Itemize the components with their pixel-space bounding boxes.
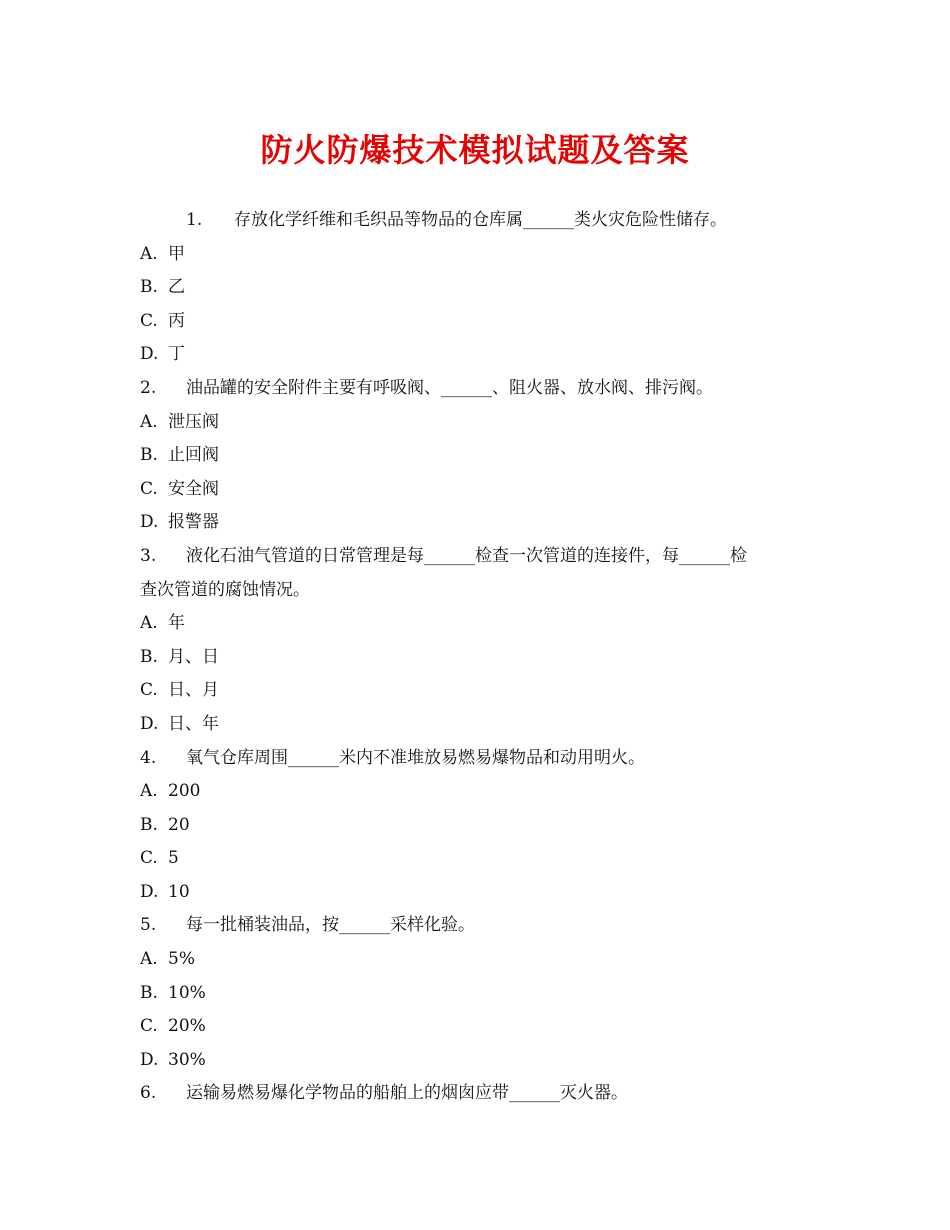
- option-letter: A.: [140, 949, 158, 970]
- option-letter: B.: [140, 814, 158, 835]
- option-text: 乙: [168, 277, 185, 298]
- question-2: [140, 372, 820, 406]
- option-text: 5%: [168, 949, 195, 970]
- option-text: 10%: [168, 982, 206, 1003]
- option-letter: D.: [140, 713, 159, 734]
- option-text: 200: [168, 781, 201, 802]
- option-letter: C.: [140, 848, 158, 869]
- option-b: [140, 809, 820, 843]
- option-a: [140, 406, 820, 440]
- option-text: 5: [168, 848, 179, 869]
- option-b: [140, 439, 820, 473]
- option-text: 丁: [168, 344, 185, 365]
- option-d: [140, 876, 820, 910]
- question-text: 液化石油气管道的日常管理是每______检查一次管道的连接件，每______检: [186, 545, 747, 566]
- option-d: [140, 1044, 820, 1078]
- option-b: [140, 641, 820, 675]
- option-c: [140, 842, 820, 876]
- question-text: 氧气仓库周围______米内不准堆放易燃易爆物品和动用明火。: [186, 747, 645, 768]
- question-number: 2.: [140, 377, 157, 398]
- option-letter: A.: [140, 781, 158, 802]
- option-letter: D.: [140, 512, 159, 533]
- option-text: 日、年: [168, 713, 219, 734]
- question-text: 存放化学纤维和毛织品等物品的仓库属______类火灾危险性储存。: [234, 210, 727, 230]
- question-text: 运输易燃易爆化学物品的船舶上的烟囱应带______灭火器。: [186, 1083, 628, 1104]
- option-letter: B.: [140, 982, 158, 1003]
- option-a: [140, 775, 820, 809]
- option-a: [140, 943, 820, 977]
- option-letter: D.: [140, 344, 159, 365]
- option-letter: A.: [140, 613, 158, 634]
- option-letter: D.: [140, 1049, 159, 1070]
- option-letter: C.: [140, 310, 158, 331]
- option-b: [140, 977, 820, 1011]
- option-letter: C.: [140, 680, 158, 701]
- question-list: [140, 204, 820, 1111]
- option-a: [140, 607, 820, 641]
- question-number: 3.: [140, 545, 157, 566]
- option-letter: B.: [140, 445, 158, 466]
- option-c: [140, 473, 820, 507]
- option-d: [140, 338, 820, 372]
- question-4: [140, 742, 820, 776]
- option-text: 丙: [168, 310, 185, 331]
- option-text: 20: [168, 814, 190, 835]
- question-text: 油品罐的安全附件主要有呼吸阀、______、阻火器、放水阀、排污阀。: [186, 377, 713, 398]
- option-d: [140, 708, 820, 742]
- option-text: 20%: [168, 1016, 206, 1037]
- option-text: 月、日: [168, 646, 219, 667]
- option-text: 安全阀: [168, 478, 219, 499]
- option-c: [140, 305, 820, 339]
- option-b: [140, 271, 820, 305]
- option-letter: A.: [140, 411, 158, 432]
- question-1: [140, 204, 820, 238]
- option-letter: A.: [140, 243, 158, 264]
- option-letter: B.: [140, 277, 158, 298]
- question-3: [140, 540, 820, 574]
- option-letter: B.: [140, 646, 158, 667]
- question-3-continued: 查次管道的腐蚀情况。: [140, 579, 310, 600]
- option-text: 报警器: [168, 512, 219, 533]
- question-text: 每一批桶装油品，按______采样化验。: [186, 915, 475, 936]
- option-c: [140, 1010, 820, 1044]
- option-a: [140, 238, 820, 272]
- option-text: 止回阀: [168, 445, 219, 466]
- question-number: 4.: [140, 747, 157, 768]
- option-text: 日、月: [168, 680, 219, 701]
- option-text: 泄压阀: [168, 411, 219, 432]
- question-number: 6.: [140, 1083, 157, 1104]
- option-letter: D.: [140, 881, 159, 902]
- option-text: 甲: [168, 243, 185, 264]
- question-5: [140, 909, 820, 943]
- option-text: 年: [168, 613, 185, 634]
- question-6: [140, 1077, 820, 1111]
- option-text: 30%: [168, 1049, 206, 1070]
- option-letter: C.: [140, 1016, 158, 1037]
- option-text: 10: [168, 881, 190, 902]
- option-letter: C.: [140, 478, 158, 499]
- option-c: [140, 674, 820, 708]
- page-title: 防火防爆技术模拟试题及答案: [260, 131, 690, 169]
- option-d: [140, 506, 820, 540]
- question-number: 1.: [186, 210, 203, 230]
- question-number: 5.: [140, 915, 157, 936]
